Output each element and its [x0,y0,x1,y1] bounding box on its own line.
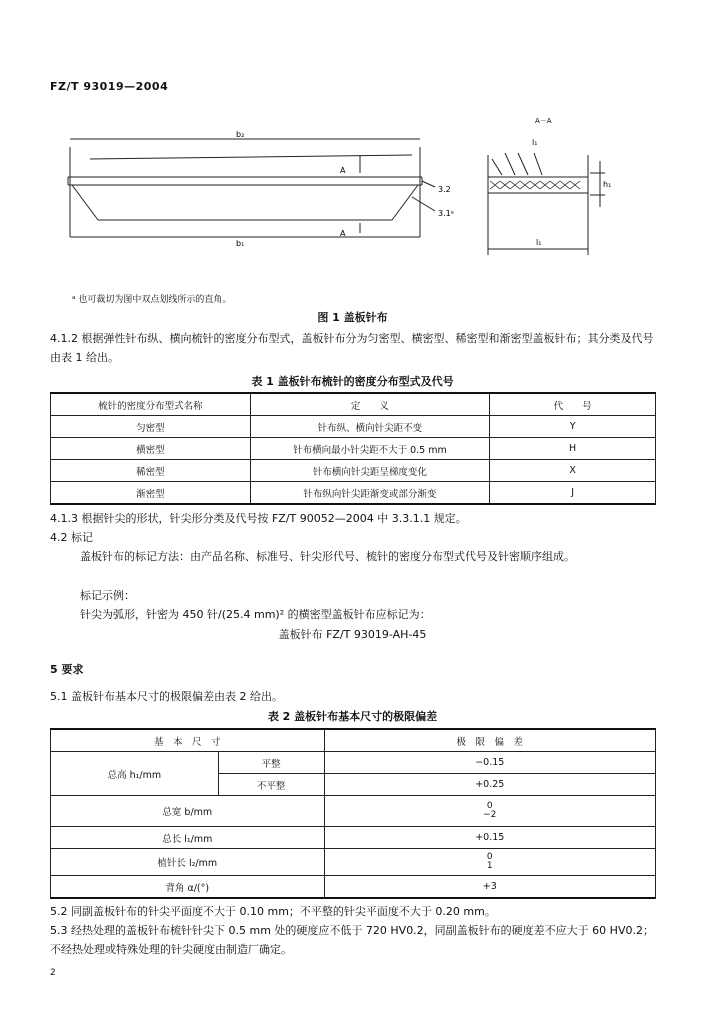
label-l1-top: l₁ [532,138,538,147]
table-cell: 渐密型 [51,482,251,505]
example-text: 针尖为弧形，针密为 450 针/(25.4 mm)² 的横密型盖板针布应标记为： [80,608,431,621]
label-3-1: 3.1ᵃ [438,209,454,218]
table-cell: 横密型 [51,438,251,460]
table-cell [324,796,655,827]
standard-code: FZ/T 93019—2004 [50,80,169,93]
table-row [51,416,656,438]
page-number: 2 [50,968,56,978]
table-row [51,438,656,460]
table-cell [324,849,655,876]
table-cell: 总长 l₁/mm [51,827,325,849]
section-4-1-3: 4.1.3 根据针尖的形状，针尖形分类及代号按 FZ/T 90052—2004 中 3.3.1.1 规定。 [50,512,467,525]
table-cell: 匀密型 [51,416,251,438]
width-lower: −2 [483,810,497,820]
table-1 [50,392,656,505]
table-cell: 针布纵向针尖距渐变或部分渐变 [250,482,490,505]
table-cell: X [490,460,656,482]
figure-caption: 图 1 盖板针布 [317,311,388,324]
table-cell: H [490,438,656,460]
example-mark: 盖板针布 FZ/T 93019-AH-45 [278,628,427,641]
table-row [51,876,656,899]
nl-upper: 0 [486,852,493,862]
table-cell: 植针长 l₂/mm [51,849,325,876]
table-cell: 不平整 [218,774,324,796]
table2-title: 表 2 盖板针布基本尺寸的极限偏差 [267,710,438,723]
nl-lower: 1 [486,861,493,871]
table-cell: 针布横向针尖距呈梯度变化 [250,460,490,482]
table-cell: +0.25 [324,774,655,796]
table-row [51,460,656,482]
table1-title: 表 1 盖板针布梳针的密度分布型式及代号 [251,375,454,388]
section-5-3: 5.3 经热处理的盖板针布梳针针尖下 0.5 mm 处的硬度应不低于 720 HV0.2，同副盖板针布的硬度差不应大于 60 HV0.2；不经热处理或特殊处理的针尖硬度由制造厂确定。 [50,924,654,956]
label-b1: b₁ [236,239,245,248]
table-row [51,849,656,876]
table-cell: J [490,482,656,505]
section-5-2: 5.2 同副盖板针布的针尖平面度不大于 0.10 mm；不平整的针尖平面度不大于 0.20 mm。 [50,905,496,918]
label-l1-bottom: l₁ [536,238,542,247]
table2-header: 基 本 尺 寸 [51,729,325,752]
table-cell: 总高 h₁/mm [51,752,219,796]
width-upper: 0 [486,801,493,811]
label-section: A－A [535,117,552,125]
table1-header: 梳针的密度分布型式名称 [51,393,251,416]
table-cell: Y [490,416,656,438]
section-5-1: 5.1 盖板针布基本尺寸的极限偏差由表 2 给出。 [50,690,283,703]
table-2 [50,728,656,899]
table-cell: +3 [324,876,655,899]
table-row [51,827,656,849]
table-row [51,482,656,505]
label-3-2: 3.2 [438,185,451,194]
table-cell: 针布纵、横向针尖距不变 [250,416,490,438]
figure-1-drawing [60,115,620,290]
table-cell: 背角 α/(°) [51,876,325,899]
label-a-bottom: A [340,229,346,238]
table-cell: 针布横向最小针尖距不大于 0.5 mm [250,438,490,460]
table-cell: 平整 [218,752,324,774]
figure-footnote: ᵃ 也可裁切为图中双点划线所示的直角。 [72,295,232,305]
section-4-1-2: 4.1.2 根据弹性针布纵、横向梳针的密度分布型式，盖板针布分为匀密型、横密型、稀密型和渐密型盖板针布；其分类及代号由表 1 给出。 [50,332,654,364]
section-5-heading: 5 要求 [50,663,84,676]
table-row [51,752,656,774]
table-cell: −0.15 [324,752,655,774]
table2-header: 极 限 偏 差 [324,729,655,752]
table-cell: 稀密型 [51,460,251,482]
table1-header: 代 号 [490,393,656,416]
section-4-2-body: 盖板针布的标记方法：由产品名称、标准号、针尖形代号、梳针的密度分布型式代号及针密顺序组成。 [80,550,575,563]
width-tolerance [483,802,496,820]
label-h1: h₁ [603,180,612,189]
table1-header-row [51,393,656,416]
label-b2: b₂ [236,130,245,139]
label-a-top: A [340,166,346,175]
table1-header: 定 义 [250,393,490,416]
table-cell: 总宽 b/mm [51,796,325,827]
table2-header-row [51,729,656,752]
table-row [51,796,656,827]
example-label: 标记示例： [80,589,135,602]
section-4-2-heading: 4.2 标记 [50,531,93,544]
table-cell: +0.15 [324,827,655,849]
needle-length-tolerance [487,853,493,871]
